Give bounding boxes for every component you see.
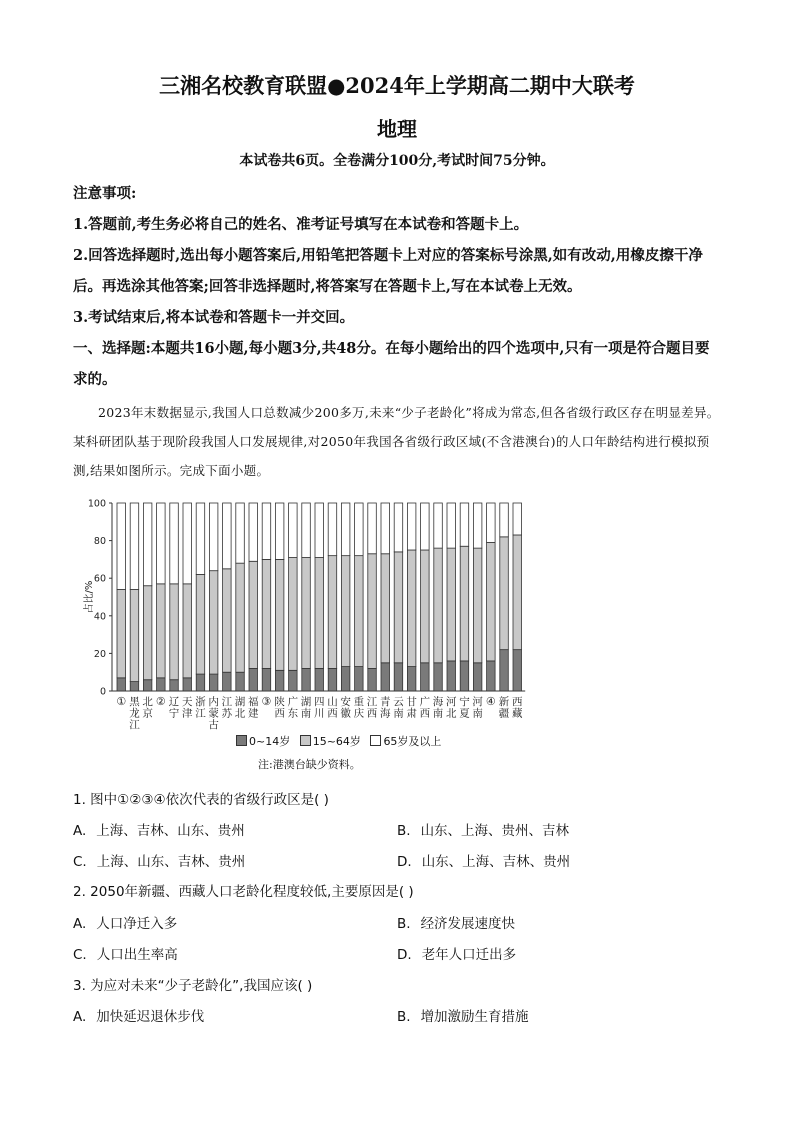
bar-segment [315, 503, 324, 558]
x-tick-label: 西 [274, 707, 285, 720]
bar-segment [262, 559, 271, 668]
x-tick-label: ③ [261, 695, 272, 708]
bar-segment [143, 680, 152, 691]
x-tick-label: 北 [142, 696, 153, 708]
passage: 2023年末数据显示,我国人口总数减少200多万,未来“少子老龄化”将成为常态,但各省级行政区存在明显差异。某科研团队基于现阶段我国人口发展规律,对2050年我国各省级行政区域(不含港澳台)的人口年龄结构进行模拟预测,结果如图所示。完成下面小题。 [73, 405, 720, 478]
x-tick-label: 辽 [168, 696, 180, 708]
bar-segment [381, 503, 390, 554]
bar-segment [196, 503, 205, 574]
bar-segment [487, 503, 496, 542]
exam-info: 本试卷共6页。全卷满分100分,考试时间75分钟。 [239, 153, 555, 169]
bar-segment [249, 503, 258, 561]
bar-segment [209, 503, 218, 571]
bar-segment [421, 503, 430, 550]
y-tick-label: 20 [93, 648, 106, 660]
x-tick-label: 新 [498, 696, 510, 708]
bar-segment [249, 668, 258, 691]
bar-segment [130, 503, 139, 589]
bar-segment [421, 663, 430, 691]
bar-segment [394, 663, 403, 691]
q1-option-d[interactable]: D. 山东、上海、吉林、贵州 [397, 854, 571, 870]
bar-segment [275, 503, 284, 559]
bar-segment [223, 569, 232, 672]
x-tick-label: 南 [300, 707, 312, 720]
x-tick-label: 广 [287, 696, 299, 708]
bar-segment [183, 503, 192, 584]
x-tick-label: ② [155, 695, 166, 708]
bar-segment [130, 589, 139, 681]
bar-segment [500, 537, 509, 650]
chart-labels [116, 695, 523, 730]
bar-segment [157, 503, 166, 584]
bar-segment [487, 542, 496, 660]
bar-segment [434, 503, 443, 548]
bar-segment [328, 556, 337, 669]
y-tick-label: 100 [87, 498, 106, 510]
bar-segment [381, 663, 390, 691]
bar-segment [341, 667, 350, 691]
bar-segment [315, 668, 324, 691]
bar-segment [262, 668, 271, 691]
bar-segment [170, 680, 179, 691]
notice-item-2: 2.回答选择题时,选出每小题答案后,用铅笔把答题卡上对应的答案标号涂黑,如有改动,用橡皮擦干净后。再选涂其他答案;回答非选择题时,将答案写在答题卡上,写在本试卷上无效。 [73, 247, 703, 295]
chart-bars [117, 503, 522, 691]
bar-segment [328, 668, 337, 691]
x-tick-label: 西 [419, 707, 431, 720]
bar-segment [315, 558, 324, 669]
bar-segment [223, 503, 232, 569]
subject-title: 地理 [377, 117, 417, 141]
bar-segment [447, 503, 456, 548]
x-tick-label: 建 [248, 707, 259, 720]
bar-segment [289, 670, 298, 691]
x-tick-label: 湖 [300, 696, 312, 708]
legend-item-elderly: 65岁及以上 [370, 735, 441, 748]
x-tick-label: 江 [195, 707, 206, 720]
x-tick-label: 东 [287, 707, 299, 720]
x-tick-label: 黑 [129, 696, 140, 708]
x-tick-label: 海 [432, 696, 444, 708]
legend-item-young: 0~14岁 [236, 735, 290, 748]
y-axis-label: 占比/% [84, 580, 95, 614]
x-tick-label: 古 [208, 719, 219, 730]
bar-segment [513, 650, 522, 691]
question-1-stem: 1. 图中①②③④依次代表的省级行政区是( ) [73, 792, 329, 808]
bar-segment [170, 503, 179, 584]
bar-segment [473, 503, 482, 548]
bar-segment [487, 661, 496, 691]
population-chart [82, 495, 542, 730]
x-tick-label: ④ [485, 695, 496, 708]
bar-segment [117, 503, 126, 589]
x-tick-label: 内 [208, 696, 219, 708]
bar-segment [289, 503, 298, 558]
bar-segment [355, 503, 364, 556]
notice-item-1: 1.答题前,考生务必将自己的姓名、准考证号填写在本试卷和答题卡上。 [73, 216, 529, 233]
bar-segment [368, 554, 377, 669]
x-tick-label: 宁 [168, 707, 180, 720]
chart-legend [236, 733, 441, 749]
x-tick-label: 宁 [459, 696, 470, 708]
bar-segment [209, 674, 218, 691]
bar-segment [117, 589, 126, 677]
bar-segment [473, 548, 482, 663]
bar-segment [355, 556, 364, 667]
bar-segment [421, 550, 430, 663]
x-tick-label: 重 [353, 696, 365, 708]
x-tick-label: 青 [380, 696, 391, 708]
bar-segment [513, 535, 522, 650]
bar-segment [407, 550, 416, 667]
bar-segment [183, 584, 192, 678]
exam-title: 三湘名校教育联盟●2024年上学期高二期中大联考 [159, 73, 635, 98]
x-tick-label: 云 [393, 696, 404, 708]
bar-segment [289, 558, 298, 671]
x-tick-label: 肃 [406, 707, 417, 720]
bar-segment [236, 672, 245, 691]
bar-segment [143, 586, 152, 680]
bar-segment [447, 661, 456, 691]
bar-segment [368, 503, 377, 554]
q3-option-a[interactable]: A. 加快延迟退休步伐 [73, 1009, 205, 1025]
bar-segment [500, 650, 509, 691]
bar-segment [460, 503, 469, 546]
x-tick-label: 浙 [195, 696, 206, 708]
x-tick-label: 福 [248, 696, 259, 708]
x-tick-label: 南 [472, 707, 483, 720]
bar-segment [407, 503, 416, 550]
bar-segment [513, 503, 522, 535]
y-tick-label: 80 [93, 536, 106, 548]
x-tick-label: 江 [221, 696, 233, 708]
y-tick-label: 40 [93, 611, 106, 623]
x-tick-label: 北 [234, 707, 246, 720]
bar-segment [302, 503, 311, 558]
x-tick-label: 安 [340, 696, 351, 708]
x-tick-label: 山 [327, 696, 338, 708]
bar-segment [500, 503, 509, 537]
x-tick-label: 甘 [406, 696, 417, 708]
q2-option-c[interactable]: C. 人口出生率高 [73, 947, 178, 963]
x-tick-label: 天 [182, 696, 193, 708]
bar-segment [170, 584, 179, 680]
x-tick-label: 江 [129, 719, 140, 730]
x-tick-label: 西 [366, 707, 378, 720]
x-tick-label: 苏 [221, 707, 233, 720]
x-tick-label: 疆 [498, 707, 510, 720]
bar-segment [394, 503, 403, 552]
question-2-stem: 2. 2050年新疆、西藏人口老龄化程度较低,主要原因是( ) [73, 884, 414, 900]
x-tick-label: 蒙 [208, 707, 219, 720]
x-tick-label: 西 [512, 696, 523, 708]
x-tick-label: 西 [327, 707, 338, 720]
bar-segment [262, 503, 271, 559]
bar-segment [328, 503, 337, 556]
bar-segment [355, 667, 364, 691]
bar-segment [302, 668, 311, 691]
notice-heading: 注意事项: [73, 185, 137, 202]
bar-segment [275, 559, 284, 670]
bar-segment [130, 682, 139, 691]
bar-segment [196, 574, 205, 674]
x-tick-label: 河 [446, 696, 457, 708]
x-tick-label: 徽 [340, 707, 351, 720]
chart-note: 注:港澳台缺少资料。 [258, 758, 361, 771]
q2-option-d[interactable]: D. 老年人口迁出多 [397, 947, 517, 963]
x-tick-label: 南 [393, 707, 404, 720]
q1-option-a[interactable]: A. 上海、吉林、山东、贵州 [73, 823, 245, 839]
x-tick-label: 海 [380, 707, 391, 720]
bar-segment [434, 663, 443, 691]
bar-segment [236, 503, 245, 563]
bar-segment [447, 548, 456, 661]
bar-segment [302, 558, 311, 669]
section-heading: 一、选择题:本题共16小题,每小题3分,共48分。在每小题给出的四个选项中,只有一项是符合题目要求的。 [73, 340, 710, 388]
bar-segment [157, 678, 166, 691]
y-tick-label: 0 [99, 686, 106, 698]
bar-segment [341, 556, 350, 667]
legend-item-working: 15~64岁 [300, 735, 361, 748]
x-tick-label: 庆 [353, 707, 365, 720]
x-tick-label: 湖 [234, 696, 246, 708]
bar-segment [394, 552, 403, 663]
bar-segment [460, 546, 469, 661]
bar-segment [117, 678, 126, 691]
q2-option-a[interactable]: A. 人口净迁入多 [73, 916, 178, 932]
q1-option-c[interactable]: C. 上海、山东、吉林、贵州 [73, 854, 246, 870]
q3-option-b[interactable]: B. 增加激励生育措施 [397, 1009, 529, 1025]
bar-segment [157, 584, 166, 678]
x-tick-label: 广 [419, 696, 431, 708]
q2-option-b[interactable]: B. 经济发展速度快 [397, 916, 516, 932]
x-tick-label: 夏 [459, 707, 470, 720]
bar-segment [143, 503, 152, 586]
x-tick-label: 南 [432, 707, 444, 720]
bar-segment [368, 668, 377, 691]
x-tick-label: 河 [472, 696, 483, 708]
x-tick-label: 江 [366, 696, 378, 708]
y-tick-label: 60 [93, 573, 106, 585]
bar-segment [381, 554, 390, 663]
x-tick-label: 藏 [512, 707, 523, 720]
bar-segment [223, 672, 232, 691]
x-tick-label: 川 [314, 707, 325, 720]
bar-segment [275, 670, 284, 691]
x-tick-label: 津 [182, 707, 193, 720]
x-tick-label: ① [116, 695, 127, 708]
notice-item-3: 3.考试结束后,将本试卷和答题卡一并交回。 [73, 309, 355, 326]
bar-segment [473, 663, 482, 691]
bar-segment [183, 678, 192, 691]
x-tick-label: 京 [142, 707, 153, 720]
bar-segment [460, 661, 469, 691]
bar-segment [196, 674, 205, 691]
bar-segment [341, 503, 350, 556]
bar-segment [249, 561, 258, 668]
question-3-stem: 3. 为应对未来“少子老龄化”,我国应该( ) [73, 978, 313, 994]
q1-option-b[interactable]: B. 山东、上海、贵州、吉林 [397, 823, 570, 839]
bar-segment [209, 571, 218, 674]
bar-segment [407, 667, 416, 691]
x-tick-label: 陕 [274, 696, 285, 708]
x-tick-label: 北 [446, 707, 457, 720]
bar-segment [236, 563, 245, 672]
x-tick-label: 四 [314, 696, 325, 708]
bar-segment [434, 548, 443, 663]
x-tick-label: 龙 [129, 707, 140, 720]
